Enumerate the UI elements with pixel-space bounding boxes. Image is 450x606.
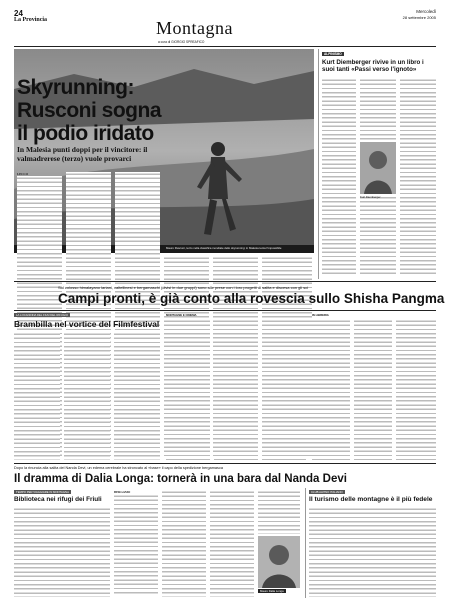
header-rule: [14, 46, 436, 47]
bottom-center-column-1-text: [114, 494, 158, 596]
mid-left-column-1-text: [14, 332, 60, 460]
mid-kicker-left: LA LOCANDINA DEL FILM DEL RIFUGIO: [16, 313, 69, 317]
lead-headline-line-2: Rusconi sogna: [17, 99, 162, 122]
mid-right-column-2-text: [354, 319, 392, 460]
mid-center-column-2-text: [214, 319, 258, 460]
mid-intro: Sul colosso himalayano lariani, valtellinesi e bergamaschi (divisi in due gruppi) sono alle prese con i loro progetti di salita e discesa con gli sci: [58, 285, 309, 290]
mid-left-column-1: [14, 332, 60, 460]
mid-center-column-1: [166, 319, 210, 460]
bottom-intro: Dopo la rinuncia alla salita del Nanda Devi, un edema cerebrale ha stroncato al «base» il capo della spedizione bergamasca: [14, 466, 223, 470]
header-date: 28 settembre 2005: [402, 15, 436, 20]
bottom-left-text: [14, 507, 110, 597]
paper-name: La Provincia: [14, 17, 48, 23]
lead-subhead: In Malesia punti doppi per il vincitore: il valmadrerese (terzo) vuole provarci: [17, 145, 148, 163]
sidebar-column-1-text: [322, 78, 356, 276]
bottom-rule-top: [14, 463, 436, 464]
section-credit: a cura di GIORGIO SPREAFICO: [158, 40, 205, 44]
bottom-center-column-2: [162, 490, 206, 597]
bottom-photo-caption: Mauro Dalia Longa: [260, 589, 284, 593]
mid-left-column-3-text: [114, 332, 160, 460]
sidebar-kicker: ALPINISMO: [324, 52, 342, 56]
mid-right-column-3-text: [396, 319, 436, 460]
mid-center-column-2: [214, 319, 258, 460]
lead-headline-line-3: il podio iridato: [17, 122, 154, 145]
sidebar-photo-caption: Kurt Diemberger: [360, 195, 381, 199]
bottom-headline: Il dramma di Dalia Longa: tornerà in una bara dal Nanda Devi: [14, 473, 347, 485]
lead-headline: [17, 76, 161, 145]
bottom-dateline: BERGAMO: [114, 490, 131, 494]
mid-right-column-1: [312, 319, 350, 460]
bottom-left-text-lines: [14, 507, 110, 597]
mid-rule-bottom: [14, 310, 436, 311]
portrait-image: [258, 536, 300, 588]
mid-left-column-2-text: [64, 332, 110, 460]
page-number: 24: [14, 9, 23, 18]
bottom-kicker-left: TEMPO PER VIAGGIARE IN MONTAGNA: [16, 490, 69, 494]
bottom-kicker-right: CLUB ALPINO ITALIANO: [311, 490, 343, 494]
sidebar-column-3-text: [400, 78, 436, 276]
sidebar-divider: [318, 49, 319, 279]
sidebar-column-3: [400, 78, 436, 276]
mid-center-column-1-text: [166, 319, 210, 460]
mid-left-headline: Brambilla nel vortice del Filmfestival: [14, 319, 160, 329]
bottom-right-divider: [305, 488, 306, 598]
section-title: Montagna: [156, 18, 233, 38]
mid-right-column-2: [354, 319, 392, 460]
bottom-photo: [258, 536, 300, 588]
mid-right-column-3: [396, 319, 436, 460]
mid-left-column-3: [114, 332, 160, 460]
bottom-center-column-2-text: [162, 490, 206, 597]
bottom-right-headline: Il turismo delle montagne è il più fedele: [309, 496, 433, 503]
bottom-right-text: [309, 507, 436, 597]
mid-center-column-3-text: [262, 319, 306, 460]
bottom-right-text-lines: [309, 507, 436, 597]
mid-center-column-3: [262, 319, 306, 460]
sidebar-photo: [360, 142, 396, 194]
mid-right-column-1-text: [312, 319, 350, 460]
mid-headline: Campi pronti, è già conto alla rovescia sullo Shisha Pangma: [58, 291, 445, 306]
mid-left-column-2: [64, 332, 110, 460]
mid-kicker-right: IN LIBRERIA: [312, 313, 329, 317]
bottom-center-column-3: [210, 490, 254, 597]
portrait-image: [360, 142, 396, 194]
mid-kicker-center: MONTAGNE E CINEMA: [166, 313, 197, 317]
bottom-center-column-1: [114, 490, 158, 597]
bottom-left-headline: Biblioteca nei rifugi dei Friuli: [14, 496, 102, 503]
lead-headline-line-1: Skyrunning:: [17, 76, 135, 99]
bottom-center-column-4: [258, 490, 300, 534]
mid-rule-top: [14, 281, 436, 282]
lead-dateline: LECCO: [17, 172, 29, 176]
bottom-center-column-3-text: [210, 490, 254, 597]
bottom-center-column-4-text: [258, 490, 300, 534]
sidebar-column-1: [322, 78, 356, 276]
lead-photo-caption: Mauro Rusconi, terzo nella classifica mondiale dello skyrunning: in Malesia tenta l'impossibile: [166, 246, 282, 250]
header-weekday: Mercoledì: [416, 9, 436, 14]
sidebar-title: Kurt Diemberger rivive in un libro i suoi tanti «Passi verso l'ignoto»: [322, 59, 424, 74]
